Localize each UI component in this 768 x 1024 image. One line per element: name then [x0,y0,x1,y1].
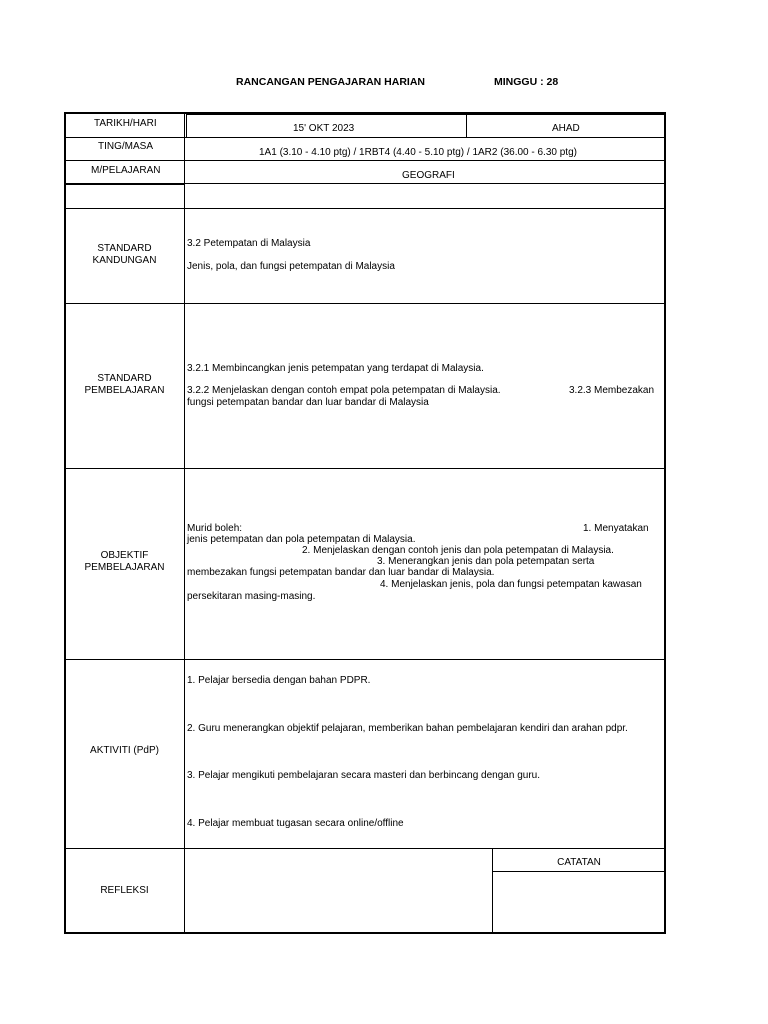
objektif-intro: Murid boleh: [187,523,243,534]
objektif-3-start: 3. Menerangkan jenis dan pola petempatan serta [377,556,595,567]
aktiviti-item-1: 1. Pelajar bersedia dengan bahan PDPR. [187,675,371,686]
document-title: RANCANGAN PENGAJARAN HARIAN [236,76,426,88]
objektif-1-end: jenis petempatan dan pola petempatan di Malaysia. [187,534,416,545]
row-divider [65,659,665,660]
aktiviti-item-2: 2. Guru menerangkan objektif pelajaran, memberikan bahan pembelajaran kendiri dan arahan pdpr. [187,723,628,734]
date-day-divider [466,114,467,137]
mpelajaran-label: M/PELAJARAN [91,165,161,176]
objektif-4-end: persekitaran masing-masing. [187,591,316,602]
objektif-4-start: 4. Menjelaskan jenis, pola dan fungsi petempatan kawasan [380,579,642,590]
catatan-header-divider [493,871,665,872]
objektif-1-start: 1. Menyatakan [583,523,649,534]
lesson-plan-table [64,112,666,934]
sp-item-2: 3.2.2 Menjelaskan dengan contoh empat pola petempatan di Malaysia. [187,385,501,396]
row-divider [65,303,665,304]
refleksi-label: REFLEKSI [100,885,149,896]
catatan-label: CATATAN [557,857,601,868]
aktiviti-item-3: 3. Pelajar mengikuti pembelajaran secara masteri dan berbincang dengan guru. [187,770,540,781]
ting-label: TING/MASA [98,141,154,152]
mpelajaran-value: GEOGRAFI [402,170,455,181]
standard-kandungan-label: STANDARD KANDUNGAN [92,243,157,266]
sp-item-3-end: fungsi petempatan bandar dan luar bandar di Malaysia [187,397,429,408]
spacer-divider [65,184,185,185]
tarikh-label: TARIKH/HARI [94,118,157,129]
objektif-label: OBJEKTIF PEMBELAJARAN [84,550,165,573]
ting-value: 1A1 (3.10 - 4.10 ptg) / 1RBT4 (4.40 - 5.10 ptg) / 1AR2 (36.00 - 6.30 ptg) [259,147,577,158]
standard-kandungan-line1: 3.2 Petempatan di Malaysia [187,238,311,249]
date-cell-top-edge [186,114,664,115]
aktiviti-label: AKTIVITI (PdP) [90,745,159,756]
week-label: MINGGU : 28 [494,76,559,88]
sp-item-1: 3.2.1 Membincangkan jenis petempatan yang terdapat di Malaysia. [187,363,484,374]
sp-item-3-start: 3.2.3 Membezakan [569,385,655,396]
date-value: 15' OKT 2023 [293,123,355,134]
row-divider [65,468,665,469]
row-divider [65,160,665,161]
row-divider [65,848,665,849]
objektif-3-end: membezakan fungsi petempatan bandar dan luar bandar di Malaysia. [187,567,495,578]
standard-kandungan-line2: Jenis, pola, dan fungsi petempatan di Malaysia [187,261,395,272]
row-divider [65,208,665,209]
objektif-2: 2. Menjelaskan dengan contoh jenis dan pola petempatan di Malaysia. [302,545,614,556]
row-divider [65,137,665,138]
standard-pembelajaran-label: STANDARD PEMBELAJARAN [84,373,165,396]
date-cell-left-edge [186,114,187,137]
label-column-divider [184,113,185,933]
day-value: AHAD [552,123,580,134]
aktiviti-item-4: 4. Pelajar membuat tugasan secara online/offline [187,818,404,829]
